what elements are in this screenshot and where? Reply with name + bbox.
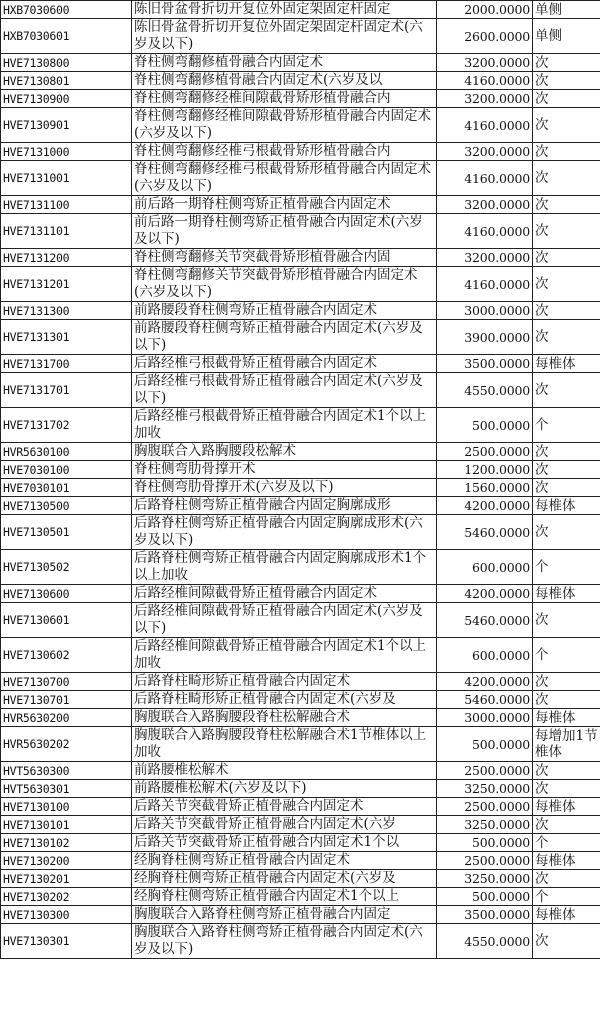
price-cell: 3250.0000	[437, 780, 533, 798]
price-cell: 4160.0000	[437, 72, 533, 90]
unit-cell: 次	[533, 603, 600, 638]
procedure-name-cell: 后路经椎弓根截骨矫正植骨融合内固定术(六岁及以下)	[132, 373, 437, 408]
price-cell: 3000.0000	[437, 302, 533, 320]
procedure-name-cell: 后路经椎间隙截骨矫正植骨融合内固定术	[132, 585, 437, 603]
procedure-name-cell: 后路脊柱畸形矫正植骨融合内固定术	[132, 673, 437, 691]
procedure-name-cell: 前后路一期脊柱侧弯矫正植骨融合内固定术(六岁及以下)	[132, 214, 437, 249]
procedure-code-cell: HVE7131001	[1, 161, 132, 196]
table-row	[1, 852, 600, 870]
procedure-code-cell: HVE7130201	[1, 870, 132, 888]
table-row	[1, 834, 600, 852]
procedure-name-cell: 胸腹联合入路脊柱侧弯矫正植骨融合内固定术(六岁及以下)	[132, 924, 437, 959]
unit-cell: 次	[533, 924, 600, 959]
table-row	[1, 691, 600, 709]
price-cell: 3500.0000	[437, 906, 533, 924]
procedure-code-cell: HVE7131000	[1, 143, 132, 161]
price-cell: 4160.0000	[437, 267, 533, 302]
procedure-code-cell: HVE7130800	[1, 54, 132, 72]
procedure-name-cell: 后路经椎间隙截骨矫正植骨融合内固定术(六岁及以下)	[132, 603, 437, 638]
procedure-name-cell: 脊柱侧弯肋骨撑开术	[132, 461, 437, 479]
procedure-code-cell: HVE7130500	[1, 497, 132, 515]
table-row	[1, 497, 600, 515]
table-row	[1, 816, 600, 834]
unit-cell: 个	[533, 638, 600, 673]
price-cell: 2500.0000	[437, 798, 533, 816]
procedure-code-cell: HVR5630202	[1, 727, 132, 762]
procedure-code-cell: HVE7130700	[1, 673, 132, 691]
unit-cell: 次	[533, 90, 600, 108]
unit-cell: 每椎体	[533, 906, 600, 924]
procedure-name-cell: 经胸脊柱侧弯矫正植骨融合内固定术	[132, 852, 437, 870]
price-cell: 2500.0000	[437, 762, 533, 780]
unit-cell: 次	[533, 673, 600, 691]
table-row	[1, 267, 600, 302]
procedure-name-cell: 脊柱侧弯翻修关节突截骨矫形植骨融合内固	[132, 249, 437, 267]
procedure-name-cell: 前路腰段脊柱侧弯矫正植骨融合内固定术	[132, 302, 437, 320]
unit-cell: 次	[533, 461, 600, 479]
procedure-name-cell: 脊柱侧弯翻修关节突截骨矫形植骨融合内固定术(六岁及以下)	[132, 267, 437, 302]
unit-cell: 次	[533, 373, 600, 408]
procedure-code-cell: HVR5630200	[1, 709, 132, 727]
procedure-code-cell: HVE7131702	[1, 408, 132, 443]
table-row	[1, 373, 600, 408]
table-row	[1, 798, 600, 816]
table-row	[1, 888, 600, 906]
procedure-name-cell: 后路经椎间隙截骨矫正植骨融合内固定术1个以上加收	[132, 638, 437, 673]
table-row	[1, 638, 600, 673]
unit-cell: 次	[533, 479, 600, 497]
unit-cell: 次	[533, 816, 600, 834]
price-cell: 4200.0000	[437, 585, 533, 603]
table-row	[1, 585, 600, 603]
unit-cell: 次	[533, 515, 600, 550]
procedure-name-cell: 后路关节突截骨矫正植骨融合内固定术1个以	[132, 834, 437, 852]
procedure-code-cell: HVE7130200	[1, 852, 132, 870]
price-cell: 4200.0000	[437, 673, 533, 691]
price-cell: 3900.0000	[437, 320, 533, 355]
unit-cell: 次	[533, 249, 600, 267]
price-cell: 5460.0000	[437, 603, 533, 638]
procedure-name-cell: 胸腹联合入路脊柱侧弯矫正植骨融合内固定	[132, 906, 437, 924]
unit-cell: 每椎体	[533, 497, 600, 515]
procedure-name-cell: 脊柱侧弯翻修植骨融合内固定术	[132, 54, 437, 72]
procedure-code-cell: HXB7030601	[1, 19, 132, 54]
price-cell: 3200.0000	[437, 90, 533, 108]
procedure-name-cell: 胸腹联合入路胸腰段脊柱松解融合术1节椎体以上加收	[132, 727, 437, 762]
price-cell: 4160.0000	[437, 161, 533, 196]
price-cell: 3200.0000	[437, 143, 533, 161]
procedure-code-cell: HVE7131701	[1, 373, 132, 408]
procedure-code-cell: HVE7030100	[1, 461, 132, 479]
price-cell: 1200.0000	[437, 461, 533, 479]
table-row	[1, 727, 600, 762]
unit-cell: 次	[533, 196, 600, 214]
procedure-name-cell: 后路关节突截骨矫正植骨融合内固定术(六岁	[132, 816, 437, 834]
procedure-name-cell: 前路腰椎松解术	[132, 762, 437, 780]
table-row	[1, 924, 600, 959]
unit-cell: 每椎体	[533, 585, 600, 603]
procedure-code-cell: HVE7130801	[1, 72, 132, 90]
price-cell: 2600.0000	[437, 19, 533, 54]
price-cell: 3200.0000	[437, 196, 533, 214]
unit-cell: 每椎体	[533, 798, 600, 816]
price-cell: 4200.0000	[437, 497, 533, 515]
table-row	[1, 515, 600, 550]
procedure-name-cell: 前后路一期脊柱侧弯矫正植骨融合内固定术	[132, 196, 437, 214]
price-cell: 3200.0000	[437, 54, 533, 72]
price-cell: 500.0000	[437, 727, 533, 762]
table-row	[1, 1, 600, 19]
price-cell: 2000.0000	[437, 1, 533, 19]
table-row	[1, 780, 600, 798]
unit-cell: 次	[533, 161, 600, 196]
price-cell: 2500.0000	[437, 443, 533, 461]
procedure-code-cell: HVE7131301	[1, 320, 132, 355]
price-cell: 600.0000	[437, 550, 533, 585]
procedure-name-cell: 经胸脊柱侧弯矫正植骨融合内固定术(六岁及	[132, 870, 437, 888]
procedure-name-cell: 前路腰段脊柱侧弯矫正植骨融合内固定术(六岁及以下)	[132, 320, 437, 355]
price-cell: 4160.0000	[437, 214, 533, 249]
procedure-name-cell: 后路脊柱侧弯矫正植骨融合内固定胸廓成形	[132, 497, 437, 515]
price-cell: 4550.0000	[437, 373, 533, 408]
procedure-name-cell: 后路经椎弓根截骨矫正植骨融合内固定术	[132, 355, 437, 373]
price-table-body	[1, 1, 600, 959]
price-cell: 600.0000	[437, 638, 533, 673]
table-row	[1, 870, 600, 888]
unit-cell: 每椎体	[533, 852, 600, 870]
unit-cell: 个	[533, 408, 600, 443]
procedure-name-cell: 前路腰椎松解术(六岁及以下)	[132, 780, 437, 798]
table-row	[1, 550, 600, 585]
procedure-name-cell: 胸腹联合入路胸腰段脊柱松解融合术	[132, 709, 437, 727]
unit-cell: 次	[533, 108, 600, 143]
procedure-code-cell: HVE7131700	[1, 355, 132, 373]
unit-cell: 次	[533, 320, 600, 355]
table-row	[1, 161, 600, 196]
unit-cell: 次	[533, 762, 600, 780]
table-row	[1, 72, 600, 90]
procedure-code-cell: HVE7131201	[1, 267, 132, 302]
price-cell: 500.0000	[437, 888, 533, 906]
price-cell: 3200.0000	[437, 249, 533, 267]
procedure-name-cell: 脊柱侧弯翻修经椎弓根截骨矫形植骨融合内	[132, 143, 437, 161]
price-cell: 5460.0000	[437, 691, 533, 709]
procedure-name-cell: 陈旧骨盆骨折切开复位外固定架固定杆固定术(六岁及以下)	[132, 19, 437, 54]
procedure-code-cell: HVE7131300	[1, 302, 132, 320]
unit-cell: 次	[533, 780, 600, 798]
table-row	[1, 408, 600, 443]
table-row	[1, 196, 600, 214]
unit-cell: 次	[533, 443, 600, 461]
unit-cell: 次	[533, 870, 600, 888]
price-cell: 3250.0000	[437, 870, 533, 888]
unit-cell: 每椎体	[533, 355, 600, 373]
table-row	[1, 709, 600, 727]
procedure-name-cell: 脊柱侧弯翻修植骨融合内固定术(六岁及以	[132, 72, 437, 90]
unit-cell: 次	[533, 691, 600, 709]
procedure-name-cell: 后路关节突截骨矫正植骨融合内固定术	[132, 798, 437, 816]
price-cell: 1560.0000	[437, 479, 533, 497]
procedure-name-cell: 脊柱侧弯翻修经椎间隙截骨矫形植骨融合内	[132, 90, 437, 108]
procedure-code-cell: HVT5630300	[1, 762, 132, 780]
procedure-name-cell: 脊柱侧弯肋骨撑开术(六岁及以下)	[132, 479, 437, 497]
procedure-code-cell: HVE7130502	[1, 550, 132, 585]
unit-cell: 次	[533, 54, 600, 72]
procedure-code-cell: HVT5630301	[1, 780, 132, 798]
unit-cell: 次	[533, 267, 600, 302]
procedure-code-cell: HVE7130600	[1, 585, 132, 603]
procedure-name-cell: 后路脊柱侧弯矫正植骨融合内固定胸廓成形术(六岁及以下)	[132, 515, 437, 550]
procedure-code-cell: HVE7130101	[1, 816, 132, 834]
table-row	[1, 603, 600, 638]
unit-cell: 单侧	[533, 1, 600, 19]
procedure-code-cell: HVE7130602	[1, 638, 132, 673]
table-row	[1, 54, 600, 72]
procedure-name-cell: 脊柱侧弯翻修经椎弓根截骨矫形植骨融合内固定术(六岁及以下)	[132, 161, 437, 196]
table-row	[1, 19, 600, 54]
unit-cell: 次	[533, 214, 600, 249]
procedure-code-cell: HVE7130202	[1, 888, 132, 906]
unit-cell: 个	[533, 888, 600, 906]
table-row	[1, 214, 600, 249]
procedure-code-cell: HVE7130901	[1, 108, 132, 143]
procedure-code-cell: HVE7131100	[1, 196, 132, 214]
price-cell: 3000.0000	[437, 709, 533, 727]
unit-cell: 次	[533, 302, 600, 320]
table-row	[1, 762, 600, 780]
price-cell: 3250.0000	[437, 816, 533, 834]
table-row	[1, 143, 600, 161]
procedure-name-cell: 脊柱侧弯翻修经椎间隙截骨矫形植骨融合内固定术(六岁及以下)	[132, 108, 437, 143]
unit-cell: 每增加1节椎体	[533, 727, 600, 762]
procedure-code-cell: HVE7030101	[1, 479, 132, 497]
price-cell: 4550.0000	[437, 924, 533, 959]
procedure-name-cell: 后路脊柱侧弯矫正植骨融合内固定胸廓成形术1个以上加收	[132, 550, 437, 585]
procedure-code-cell: HVE7131200	[1, 249, 132, 267]
table-row	[1, 249, 600, 267]
procedure-name-cell: 后路脊柱畸形矫正植骨融合内固定术(六岁及	[132, 691, 437, 709]
procedure-code-cell: HVE7130900	[1, 90, 132, 108]
procedure-name-cell: 陈旧骨盆骨折切开复位外固定架固定杆固定	[132, 1, 437, 19]
procedure-code-cell: HXB7030600	[1, 1, 132, 19]
table-row	[1, 320, 600, 355]
table-row	[1, 461, 600, 479]
table-row	[1, 443, 600, 461]
table-row	[1, 673, 600, 691]
table-row	[1, 906, 600, 924]
procedure-code-cell: HVE7130501	[1, 515, 132, 550]
procedure-code-cell: HVE7130601	[1, 603, 132, 638]
table-row	[1, 108, 600, 143]
table-row	[1, 302, 600, 320]
procedure-code-cell: HVE7131101	[1, 214, 132, 249]
procedure-code-cell: HVE7130100	[1, 798, 132, 816]
price-cell: 500.0000	[437, 834, 533, 852]
price-cell: 500.0000	[437, 408, 533, 443]
procedure-code-cell: HVR5630100	[1, 443, 132, 461]
unit-cell: 每椎体	[533, 709, 600, 727]
price-cell: 2500.0000	[437, 852, 533, 870]
unit-cell: 次	[533, 143, 600, 161]
price-cell: 3500.0000	[437, 355, 533, 373]
table-row	[1, 90, 600, 108]
procedure-name-cell: 后路经椎弓根截骨矫正植骨融合内固定术1个以上加收	[132, 408, 437, 443]
procedure-code-cell: HVE7130300	[1, 906, 132, 924]
unit-cell: 个	[533, 550, 600, 585]
procedure-name-cell: 胸腹联合入路胸腰段松解术	[132, 443, 437, 461]
unit-cell: 个	[533, 834, 600, 852]
unit-cell: 次	[533, 72, 600, 90]
price-cell: 4160.0000	[437, 108, 533, 143]
table-row	[1, 355, 600, 373]
procedure-code-cell: HVE7130301	[1, 924, 132, 959]
procedure-code-cell: HVE7130102	[1, 834, 132, 852]
table-row	[1, 479, 600, 497]
procedure-name-cell: 经胸脊柱侧弯矫正植骨融合内固定术1个以上	[132, 888, 437, 906]
price-cell: 5460.0000	[437, 515, 533, 550]
unit-cell: 单侧	[533, 19, 600, 54]
procedure-code-cell: HVE7130701	[1, 691, 132, 709]
